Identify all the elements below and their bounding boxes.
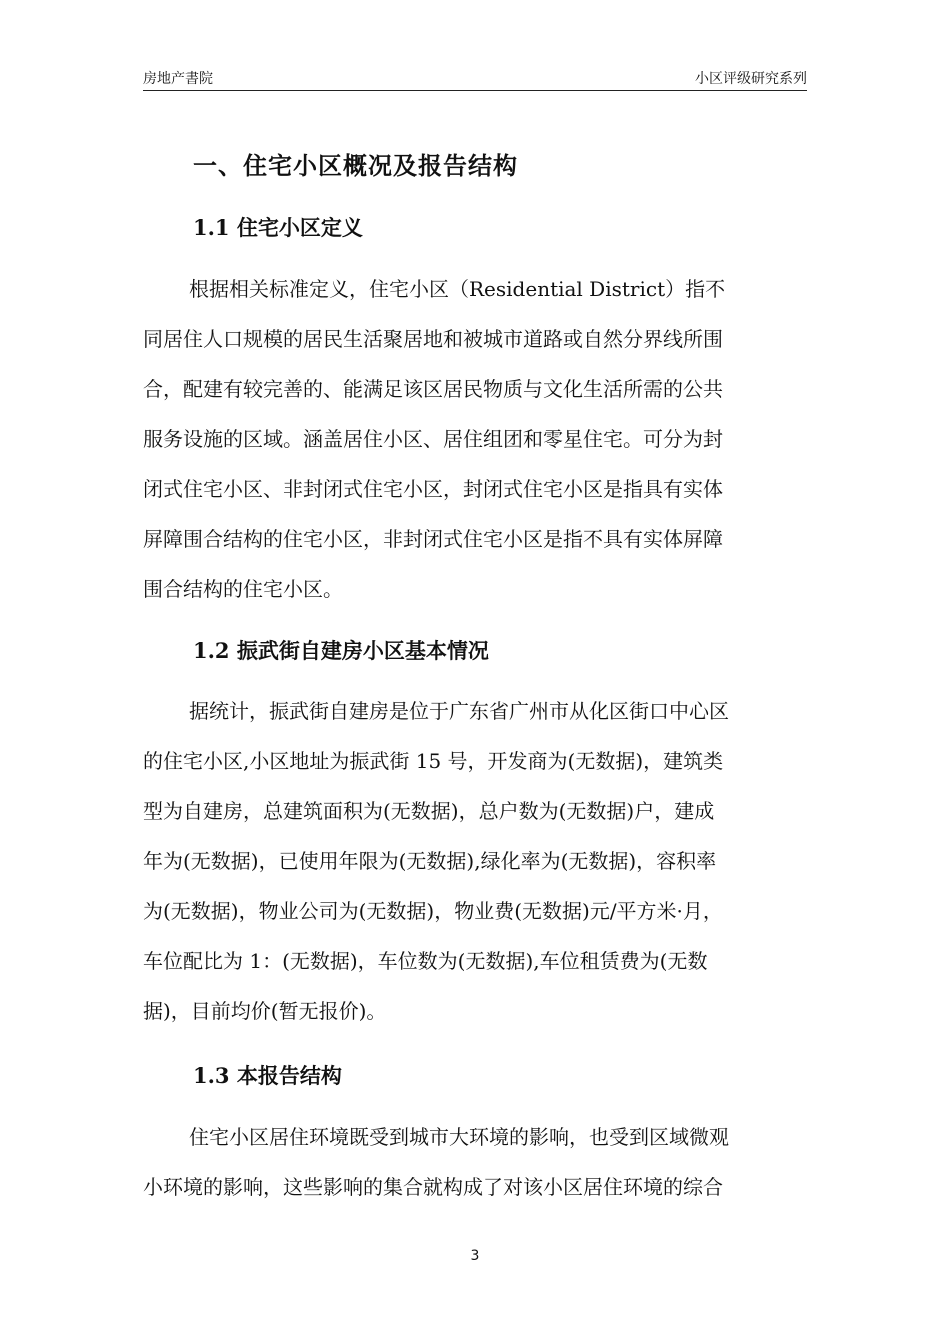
section-heading-1-1: 1.1 住宅小区定义 — [193, 215, 363, 240]
paragraph-line: 住宅小区居住环境既受到城市大环境的影响，也受到区域微观 — [189, 1125, 729, 1149]
paragraph-line: 同居住人口规模的居民生活聚居地和被城市道路或自然分界线所围 — [143, 327, 723, 351]
paragraph-line: 型为自建房，总建筑面积为(无数据)，总户数为(无数据)户，建成 — [143, 799, 715, 823]
paragraph-line: 的住宅小区,小区地址为振武街 15 号，开发商为(无数据)，建筑类 — [143, 749, 724, 773]
paragraph-line: 车位配比为 1：(无数据)，车位数为(无数据),车位租赁费为(无数 — [143, 949, 708, 973]
header-left-text: 房地产書院 — [143, 71, 213, 87]
paragraph-line: 屏障围合结构的住宅小区，非封闭式住宅小区是指不具有实体屏障 — [143, 527, 723, 551]
paragraph-line: 根据相关标准定义，住宅小区（Residential District）指不 — [189, 277, 726, 301]
paragraph-line: 为(无数据)，物业公司为(无数据)，物业费(无数据)元/平方米·月， — [143, 899, 723, 923]
paragraph-line: 小环境的影响，这些影响的集合就构成了对该小区居住环境的综合 — [143, 1175, 723, 1199]
paragraph-line: 年为(无数据)，已使用年限为(无数据),绿化率为(无数据)，容积率 — [143, 849, 717, 873]
chapter-title: 一、住宅小区概况及报告结构 — [193, 151, 518, 180]
paragraph-line: 服务设施的区域。涵盖居住小区、居住组团和零星住宅。可分为封 — [143, 427, 723, 451]
paragraph-line: 据统计，振武街自建房是位于广东省广州市从化区街口中心区 — [189, 699, 729, 723]
section-heading-1-2: 1.2 振武街自建房小区基本情况 — [193, 638, 489, 663]
header-right-text: 小区评级研究系列 — [695, 71, 807, 87]
paragraph-line: 闭式住宅小区、非封闭式住宅小区，封闭式住宅小区是指具有实体 — [143, 477, 723, 501]
section-heading-1-3: 1.3 本报告结构 — [193, 1063, 342, 1088]
paragraph-line: 围合结构的住宅小区。 — [143, 577, 343, 601]
page-header — [143, 66, 807, 91]
paragraph-line: 据)，目前均价(暂无报价)。 — [143, 999, 387, 1023]
paragraph-line: 合，配建有较完善的、能满足该区居民物质与文化生活所需的公共 — [143, 377, 723, 401]
page-number: 3 — [470, 1248, 480, 1264]
